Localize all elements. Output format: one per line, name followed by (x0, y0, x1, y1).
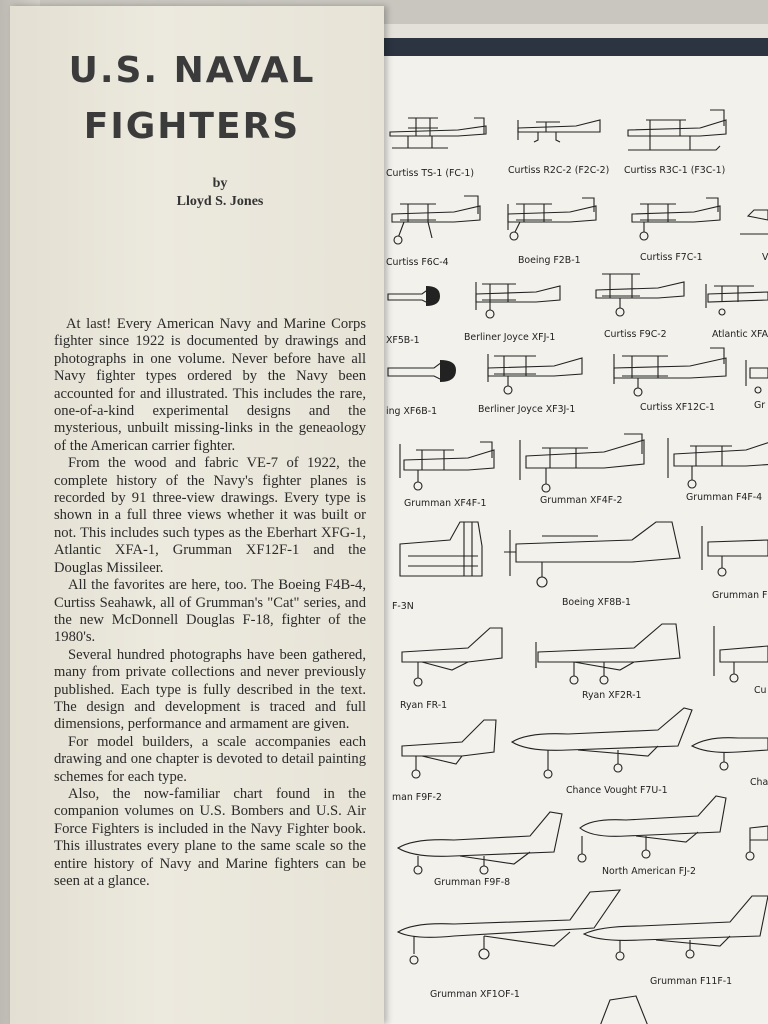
description-paragraph: For model builders, a scale accompanies each drawing and one chapter is devoted to detail painting schemes for each type. (54, 733, 366, 785)
aircraft-caption: Curtiss XF12C-1 (640, 402, 716, 413)
aircraft-caption: Curtiss R3C-1 (F3C-1) (624, 165, 726, 176)
jet-fighter-drawing (508, 704, 694, 786)
aircraft-caption: F-3N (392, 601, 414, 612)
description-paragraph: From the wood and fabric VE-7 of 1922, the complete history of the Navy's fighter planes is recorded by 91 three-view drawings. Every type is shown in a full three views whether it was built or not. This includes such types as the Eberhart XFG-1, Atlantic XFA-1, Grumman XF12F-1 and the Douglas Missileer. (54, 455, 366, 576)
partial-tail-drawing (398, 516, 488, 580)
description-paragraph: All the favorites are here, too. The Boeing F4B-4, Curtiss Seahawk, all of Grumman's "Cat" series, and the new McDonnell Douglas F-18, fighter of the 1980's. (54, 577, 366, 646)
partial-monoplane-drawing (386, 354, 458, 388)
fighter-drawing (502, 518, 686, 594)
aircraft-caption: Curtiss TS-1 (FC-1) (386, 168, 474, 179)
aircraft-caption: Chance Vought F7U-1 (566, 785, 668, 796)
aircraft-caption: Grumman F9F-8 (434, 877, 511, 888)
author-name: Lloyd S. Jones (176, 194, 264, 209)
biplane-drawing (484, 348, 588, 396)
biplane-drawing (472, 276, 564, 320)
aircraft-caption: V (762, 252, 768, 263)
partial-biplane-drawing (744, 356, 768, 396)
aircraft-caption: Curtiss R2C-2 (F2C-2) (508, 165, 610, 176)
jet-fighter-drawing (394, 808, 566, 876)
partial-tail-drawing (596, 992, 656, 1024)
jet-fighter-drawing (534, 618, 690, 690)
partial-fighter-drawing (698, 518, 768, 580)
aircraft-caption: Atlantic XFA (712, 329, 768, 340)
description-paragraph: At last! Every American Navy and Marine Corps fighter since 1922 is documented by drawings and photographs in one volume. Never before have all Navy fighter types ordered by the Navy been accounted for and illustrated. This includes the rare, one-of-a-kind experimental designs and the mysterious, unbuilt missing-links in the geneaology of the American carrier fighter. (54, 316, 366, 454)
aircraft-caption: Grumman F (712, 590, 768, 601)
biplane-drawing (504, 194, 600, 246)
aircraft-caption: Curtiss F9C-2 (604, 329, 667, 340)
partial-seaplane-drawing (738, 196, 768, 242)
jet-fighter-drawing (398, 716, 498, 780)
partial-monoplane-drawing (386, 280, 442, 310)
partial-biplane-drawing (704, 278, 768, 318)
aircraft-caption: Curtiss F7C-1 (640, 252, 703, 263)
aircraft-caption: Grumman F4F-4 (686, 492, 763, 503)
aircraft-chart-page (384, 56, 768, 1024)
partial-jet-drawing (688, 716, 768, 772)
aircraft-caption: XF5B-1 (386, 335, 420, 346)
fighter-drawing (666, 428, 768, 490)
aircraft-caption: Berliner Joyce XFJ-1 (464, 332, 556, 343)
biplane-drawing (398, 436, 498, 492)
flap-title: FIGHTERS (83, 106, 301, 147)
aircraft-caption: Grumman XF4F-2 (540, 495, 623, 506)
aircraft-caption: Cha (750, 777, 768, 788)
biplane-drawing (388, 194, 484, 246)
aircraft-caption: Curtiss F6C-4 (386, 257, 449, 268)
aircraft-caption: Grumman F11F-1 (650, 976, 733, 987)
aircraft-caption: Boeing XF8B-1 (562, 597, 631, 608)
biplane-drawing (628, 194, 724, 246)
aircraft-caption: Ryan XF2R-1 (582, 690, 642, 701)
racer-drawing (516, 110, 602, 146)
book-spine-edge (384, 38, 768, 56)
aircraft-caption: Grumman XF1OF-1 (430, 989, 520, 1000)
biplane-drawing (610, 346, 730, 398)
aircraft-caption: Berliner Joyce XF3J-1 (478, 404, 576, 415)
aircraft-caption: Gr (754, 400, 766, 411)
description-paragraph: Also, the now-familiar chart found in the companion volumes on U.S. Bombers and U.S. Air Force Fighters is included in the Navy Fighter book. This illustrates every plane to the same scale so the entire history of Navy and Marine fighters can be seen at a glance. (54, 785, 366, 889)
byline-by: by (212, 176, 228, 191)
aircraft-caption: Ryan FR-1 (400, 700, 448, 711)
dust-jacket-flap (10, 6, 384, 1024)
flap-title: U.S. NAVAL (68, 50, 316, 91)
aircraft-caption: Boeing F2B-1 (518, 255, 581, 266)
aircraft-caption: man F9F-2 (392, 792, 442, 803)
seaplane-drawing (620, 106, 730, 158)
aircraft-caption: Grumman XF4F-1 (404, 498, 487, 509)
jet-fighter-drawing (580, 892, 768, 964)
flap-description (54, 316, 366, 890)
biplane-drawing (388, 110, 488, 154)
aircraft-caption: North American FJ-2 (602, 866, 696, 877)
partial-jet-drawing (740, 808, 768, 864)
biplane-drawing (592, 268, 688, 320)
aircraft-caption: Cu (754, 685, 767, 696)
description-paragraph: Several hundred photographs have been gathered, many from private collections and never previously published. Each type is fully described in the text. The design and development is traced and full dimensions, performance and armament are given. (54, 646, 366, 733)
jet-fighter-drawing (398, 622, 508, 688)
partial-fighter-drawing (710, 620, 768, 686)
aircraft-caption: ing XF6B-1 (386, 406, 438, 417)
fighter-drawing (518, 430, 648, 494)
jet-fighter-drawing (576, 794, 732, 870)
